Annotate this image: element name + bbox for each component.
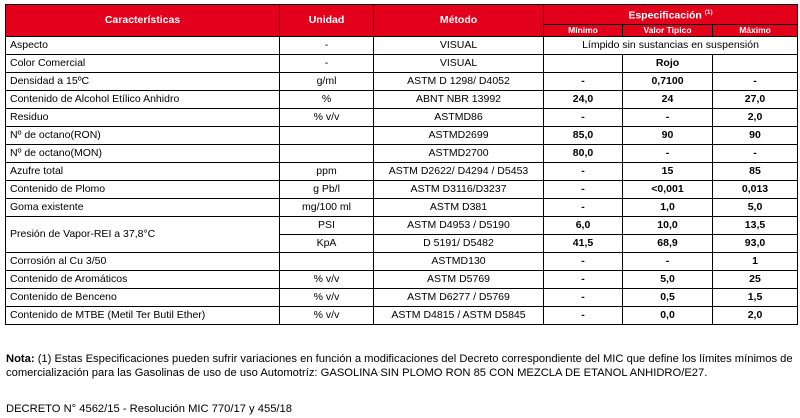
row-unit: - xyxy=(280,36,374,54)
row-method: ASTM D4815 / ASTM D5845 xyxy=(374,306,544,324)
table-row xyxy=(6,36,798,54)
row-unit: g/ml xyxy=(280,72,374,90)
row-max: - xyxy=(713,144,798,162)
row-method: ASTM D5769 xyxy=(374,270,544,288)
table-row xyxy=(6,288,798,306)
row-characteristic: Contenido de Aromáticos xyxy=(6,270,280,288)
row-min: 41,5 xyxy=(544,234,623,252)
table-row xyxy=(6,216,798,234)
row-min: - xyxy=(544,306,623,324)
table-row xyxy=(6,144,798,162)
row-method: ASTM D4953 / D5190 xyxy=(374,216,544,234)
row-typical: 90 xyxy=(623,126,713,144)
row-max: 1 xyxy=(713,252,798,270)
table-row xyxy=(6,252,798,270)
header-typical: Valor Tipico xyxy=(623,24,713,36)
header-specification-label: Especificación xyxy=(628,9,702,22)
row-min: 80,0 xyxy=(544,144,623,162)
table-row xyxy=(6,54,798,72)
row-characteristic: Corrosión al Cu 3/50 xyxy=(6,252,280,270)
table-row xyxy=(6,126,798,144)
row-min: - xyxy=(544,162,623,180)
row-min: - xyxy=(544,108,623,126)
table-row xyxy=(6,198,798,216)
row-max: - xyxy=(713,72,798,90)
row-max xyxy=(713,54,798,72)
row-max: 5,0 xyxy=(713,198,798,216)
header-method: Método xyxy=(374,5,544,37)
header-specification xyxy=(544,5,798,25)
row-characteristic: Contenido de Alcohol Etílico Anhidro xyxy=(6,90,280,108)
decree-reference: DECRETO N° 4562/15 - Resolución MIC 770/17 y 455/18 xyxy=(6,403,292,415)
row-max: 93,0 xyxy=(713,234,798,252)
row-min: - xyxy=(544,72,623,90)
row-method: ABNT NBR 13992 xyxy=(374,90,544,108)
row-characteristic: Nº de octano(RON) xyxy=(6,126,280,144)
row-unit: % v/v xyxy=(280,270,374,288)
row-characteristic: Color Comercial xyxy=(6,54,280,72)
row-unit: g Pb/l xyxy=(280,180,374,198)
row-typical: 24 xyxy=(623,90,713,108)
row-typical: 10,0 xyxy=(623,216,713,234)
row-unit: PSI xyxy=(280,216,374,234)
row-min: 24,0 xyxy=(544,90,623,108)
row-min: - xyxy=(544,252,623,270)
row-max: 0,013 xyxy=(713,180,798,198)
row-method: ASTMD2700 xyxy=(374,144,544,162)
row-unit: mg/100 ml xyxy=(280,198,374,216)
footnote-label: Nota: xyxy=(6,353,35,365)
row-min: - xyxy=(544,270,623,288)
row-min: - xyxy=(544,288,623,306)
row-method: ASTM D 1298/ D4052 xyxy=(374,72,544,90)
row-max: 13,5 xyxy=(713,216,798,234)
row-characteristic: Contenido de MTBE (Metil Ter Butil Ether) xyxy=(6,306,280,324)
row-method: VISUAL xyxy=(374,54,544,72)
row-typical: 0,5 xyxy=(623,288,713,306)
row-unit: % v/v xyxy=(280,306,374,324)
row-method: ASTMD2699 xyxy=(374,126,544,144)
row-min: - xyxy=(544,198,623,216)
row-characteristic: Nº de octano(MON) xyxy=(6,144,280,162)
table-row xyxy=(6,90,798,108)
row-typical: 15 xyxy=(623,162,713,180)
row-unit xyxy=(280,126,374,144)
row-characteristic: Aspecto xyxy=(6,36,280,54)
row-method: ASTM D3116/D3237 xyxy=(374,180,544,198)
row-typical: <0,001 xyxy=(623,180,713,198)
row-characteristic: Contenido de Benceno xyxy=(6,288,280,306)
row-spec-merged: Límpido sin sustancias en suspensión xyxy=(544,36,798,54)
row-max: 2,0 xyxy=(713,306,798,324)
row-method: ASTMD130 xyxy=(374,252,544,270)
row-characteristic: Densidad a 15ºC xyxy=(6,72,280,90)
table-row xyxy=(6,72,798,90)
row-unit: % xyxy=(280,90,374,108)
header-specification-note: (1) xyxy=(704,9,713,16)
row-characteristic: Residuo xyxy=(6,108,280,126)
row-max: 2,0 xyxy=(713,108,798,126)
header-unit: Unidad xyxy=(280,5,374,37)
specifications-table xyxy=(5,4,798,325)
row-min: - xyxy=(544,180,623,198)
row-unit: - xyxy=(280,54,374,72)
row-min: 85,0 xyxy=(544,126,623,144)
row-min: 6,0 xyxy=(544,216,623,234)
row-max: 85 xyxy=(713,162,798,180)
row-unit: % v/v xyxy=(280,288,374,306)
row-typical: Rojo xyxy=(623,54,713,72)
row-method: ASTM D2622/ D4294 / D5453 xyxy=(374,162,544,180)
header-min: Mínimo xyxy=(544,24,623,36)
footnote-text: (1) Estas Especificaciones pueden sufrir variaciones en función a modificaciones del Decreto correspondiente del MIC que define los límites mínimos de comercialización para las Gasolinas de uso de uso Automotríz: GASOLINA SIN PLOMO RON 85 CON MEZCLA DE ETANOL ANHIDRO/E27. xyxy=(6,353,793,379)
row-typical: 5,0 xyxy=(623,270,713,288)
row-characteristic: Contenido de Plomo xyxy=(6,180,280,198)
row-unit: % v/v xyxy=(280,108,374,126)
row-typical: 1,0 xyxy=(623,198,713,216)
table-row xyxy=(6,306,798,324)
row-max: 1,5 xyxy=(713,288,798,306)
row-typical: - xyxy=(623,144,713,162)
row-method: ASTM D6277 / D5769 xyxy=(374,288,544,306)
row-method: ASTMD86 xyxy=(374,108,544,126)
row-method: ASTM D381 xyxy=(374,198,544,216)
row-max: 25 xyxy=(713,270,798,288)
row-typical: - xyxy=(623,108,713,126)
header-characteristics: Características xyxy=(6,5,280,37)
row-typical: 0,0 xyxy=(623,306,713,324)
row-method: D 5191/ D5482 xyxy=(374,234,544,252)
row-unit xyxy=(280,252,374,270)
row-typical: 0,7100 xyxy=(623,72,713,90)
row-max: 27,0 xyxy=(713,90,798,108)
row-min xyxy=(544,54,623,72)
row-characteristic: Presión de Vapor-REI a 37,8°C xyxy=(6,216,280,252)
row-unit: ppm xyxy=(280,162,374,180)
row-characteristic: Azufre total xyxy=(6,162,280,180)
table-row xyxy=(6,270,798,288)
row-typical: 68,9 xyxy=(623,234,713,252)
table-row xyxy=(6,108,798,126)
header-max: Máximo xyxy=(713,24,798,36)
row-max: 90 xyxy=(713,126,798,144)
row-characteristic: Goma existente xyxy=(6,198,280,216)
footnote xyxy=(6,352,796,380)
row-typical: - xyxy=(623,252,713,270)
row-unit xyxy=(280,144,374,162)
table-row xyxy=(6,180,798,198)
table-row xyxy=(6,162,798,180)
row-method: VISUAL xyxy=(374,36,544,54)
row-unit: KpA xyxy=(280,234,374,252)
